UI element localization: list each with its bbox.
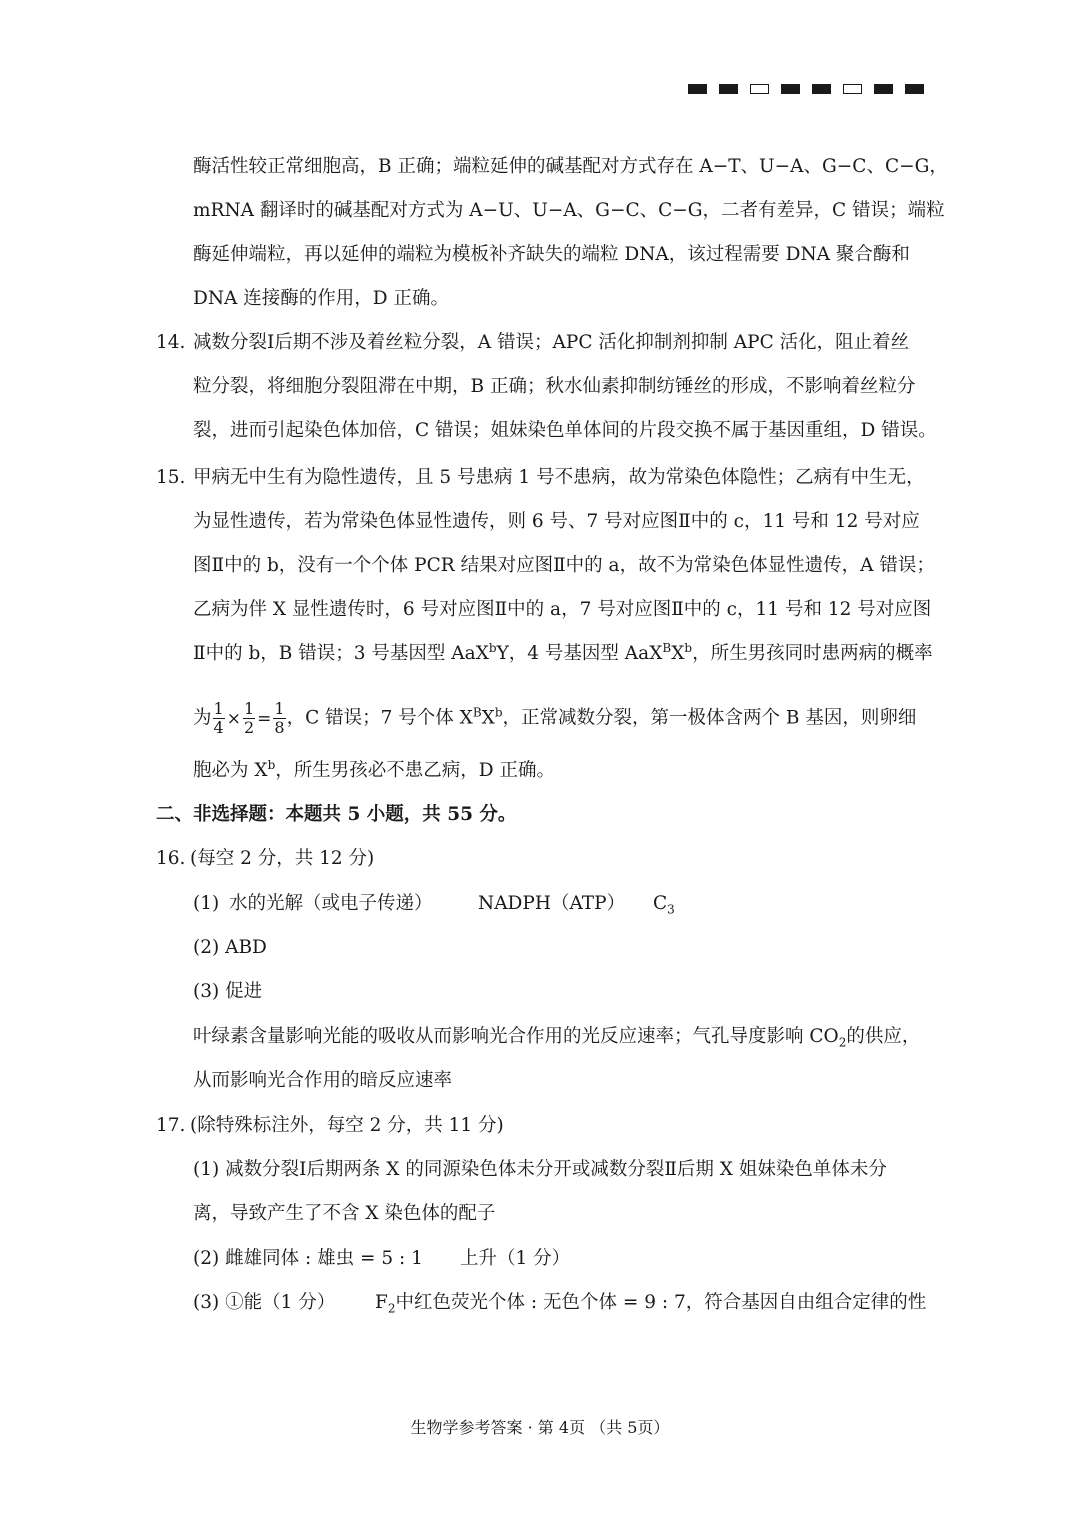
header-mark — [781, 84, 800, 94]
q17-answer-2b: 上升（1 分） — [460, 1248, 571, 1269]
q17-answer-1-cont: 离，导致产生了不含 X 染色体的配子 — [193, 1203, 496, 1224]
fraction — [273, 700, 285, 737]
header-mark — [719, 84, 738, 94]
q16-answer-3: (3) 促进 — [193, 981, 263, 1002]
subscript: 2 — [387, 1301, 396, 1316]
q14-line: 粒分裂，将细胞分裂阻滞在中期，B 正确；秋水仙素抑制纺锤丝的形成，不影响着丝粒分 — [193, 376, 916, 397]
q16-answer-3-text: 从而影响光合作用的暗反应速率 — [193, 1070, 453, 1091]
q15-number: 15. — [156, 467, 186, 488]
numerator: 1 — [274, 699, 285, 718]
q17-answer-2a: (2) 雌雄同体 : 雄虫 = 5 : 1 — [193, 1248, 423, 1269]
q16-answer-3-text — [193, 1024, 920, 1050]
text: ，正常减数分裂，第一极体含两个 B 基因，则卵细 — [502, 707, 917, 729]
q16-answer-1a: 水的光解（或电子传递） — [229, 893, 433, 914]
text: Y，4 号基因型 AaX — [496, 643, 663, 664]
q14-line: 裂，进而引起染色体加倍，C 错误；姐妹染色单体间的片段交换不属于基因重组，D 错误。 — [193, 420, 937, 441]
text: X — [481, 707, 495, 729]
superscript: B — [662, 640, 672, 655]
q16-answer-1-label: (1) — [193, 893, 220, 914]
header-mark — [843, 84, 862, 94]
text: 胞必为 X — [193, 760, 268, 781]
q15-line — [193, 758, 555, 784]
equals-sign: = — [257, 708, 272, 729]
superscript: b — [488, 640, 497, 655]
q14-number: 14. — [156, 332, 186, 353]
header-mark — [905, 84, 924, 94]
q17-answer-3b — [375, 1290, 926, 1316]
q13-line: 酶延伸端粒，再以延伸的端粒为模板补齐缺失的端粒 DNA，该过程需要 DNA 聚合酶和 — [193, 244, 910, 265]
q16-answer-1c — [653, 891, 675, 917]
q17-answer-3a: (3) ①能（1 分） — [193, 1292, 336, 1313]
header-mark — [874, 84, 893, 94]
denominator: 8 — [274, 718, 285, 737]
q15-line — [193, 641, 933, 667]
q16-answer-1b: NADPH（ATP） — [478, 893, 626, 914]
text: 叶绿素含量影响光能的吸收从而影响光合作用的光反应速率；气孔导度影响 CO — [193, 1026, 839, 1047]
header-mark — [812, 84, 831, 94]
q14-line: 减数分裂Ⅰ后期不涉及着丝粒分裂，A 错误；APC 活化抑制剂抑制 APC 活化，阻止着丝 — [193, 332, 910, 353]
times-sign: × — [226, 708, 241, 729]
header-mark — [688, 84, 707, 94]
superscript: b — [494, 705, 503, 720]
text: ，C 错误；7 号个体 X — [286, 707, 473, 729]
q15-line-fraction — [193, 700, 916, 737]
page-footer: 生物学参考答案 · 第 4页 （共 5页） — [410, 1418, 670, 1437]
text: 中红色荧光个体 : 无色个体 = 9 : 7，符合基因自由组合定律的性 — [395, 1292, 927, 1313]
q17-answer-1: (1) 减数分裂Ⅰ后期两条 X 的同源染色体未分开或减数分裂Ⅱ后期 X 姐妹染色单体未分 — [193, 1159, 887, 1180]
q15-line: 图Ⅱ中的 b，没有一个个体 PCR 结果对应图Ⅱ中的 a，故不为常染色体显性遗传，A 错误； — [193, 555, 935, 576]
superscript: B — [472, 705, 482, 720]
text: ，所生男孩必不患乙病，D 正确。 — [275, 760, 555, 781]
q15-line: 乙病为伴 X 显性遗传时，6 号对应图Ⅱ中的 a，7 号对应图Ⅱ中的 c，11 号和 12 号对应图 — [193, 599, 932, 620]
q16-header: (每空 2 分，共 12 分) — [190, 848, 375, 869]
text: ，所生男孩同时患两病的概率 — [692, 643, 933, 664]
fraction — [213, 700, 225, 737]
numerator: 1 — [213, 699, 224, 718]
text: X — [671, 643, 685, 664]
text: Ⅱ中的 b，B 错误；3 号基因型 AaX — [193, 643, 489, 664]
header-marks — [688, 84, 924, 94]
subscript: 2 — [838, 1035, 847, 1050]
header-mark — [750, 84, 769, 94]
q13-line: 酶活性较正常细胞高，B 正确；端粒延伸的碱基配对方式存在 A−T、U−A、G−C、C−G， — [193, 156, 948, 177]
q17-number: 17. — [156, 1115, 186, 1136]
q16-number: 16. — [156, 848, 186, 869]
numerator: 1 — [243, 699, 255, 718]
q17-header: (除特殊标注外，每空 2 分，共 11 分) — [190, 1115, 504, 1136]
section-heading: 二、非选择题：本题共 5 小题，共 55 分。 — [156, 804, 517, 825]
q16-answer-2: (2) ABD — [193, 937, 267, 958]
q13-line: DNA 连接酶的作用，D 正确。 — [193, 288, 449, 309]
denominator: 2 — [243, 718, 255, 737]
fraction — [243, 700, 255, 737]
q13-line: mRNA 翻译时的碱基配对方式为 A−U、U−A、G−C、C−G，二者有差异，C 错误；端粒 — [193, 200, 945, 221]
text: C — [653, 893, 668, 914]
superscript: b — [267, 757, 276, 772]
denominator: 4 — [213, 718, 224, 737]
subscript: 3 — [667, 902, 675, 917]
q15-line: 为显性遗传，若为常染色体显性遗传，则 6 号、7 号对应图Ⅱ中的 c，11 号和 12 号对应 — [193, 511, 920, 532]
q15-line: 甲病无中生有为隐性遗传，且 5 号患病 1 号不患病，故为常染色体隐性；乙病有中生无， — [193, 467, 925, 488]
text: 的供应， — [846, 1026, 921, 1047]
superscript: b — [684, 640, 693, 655]
text: F — [375, 1292, 388, 1313]
text: 为 — [193, 707, 212, 729]
